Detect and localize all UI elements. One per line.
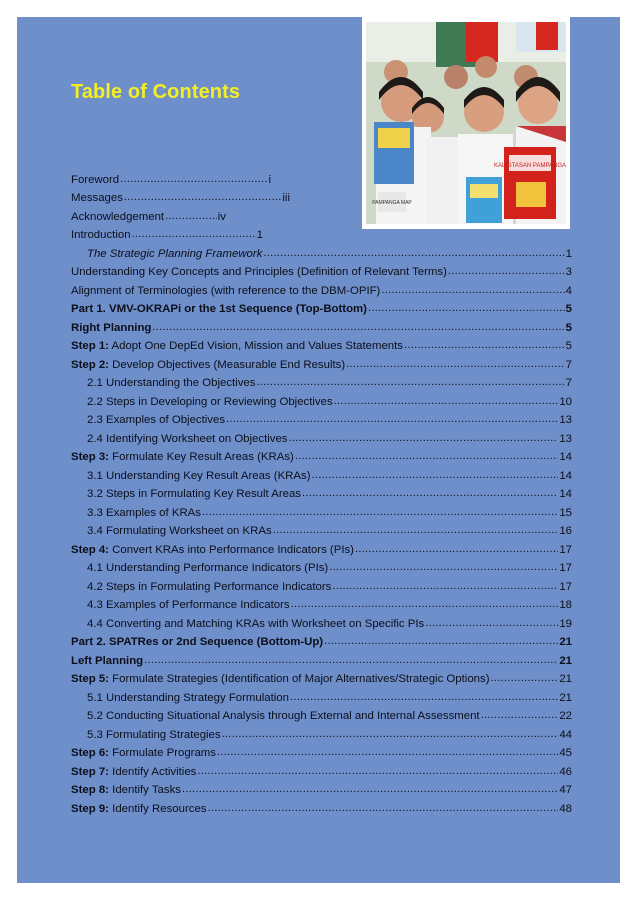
toc-leader-dots <box>131 228 256 241</box>
toc-entry-label <box>71 544 354 556</box>
toc-entry[interactable] <box>71 241 572 260</box>
toc-entry-text: Convert KRAs into Performance Indicators (PIs) <box>112 543 354 556</box>
toc-entry-label <box>87 507 201 519</box>
toc-entry-label <box>87 581 331 593</box>
toc-entry-text: 3.1 Understanding Key Result Areas (KRAs) <box>87 469 311 482</box>
toc-entry-label <box>87 729 221 741</box>
toc-leader-dots <box>207 802 559 815</box>
toc-leader-dots <box>367 302 565 315</box>
toc-entry[interactable] <box>71 537 572 556</box>
toc-entry[interactable] <box>71 796 572 815</box>
toc-entry-text: 3.3 Examples of KRAs <box>87 506 201 519</box>
toc-leader-dots <box>354 543 558 556</box>
toc-page-number: 10 <box>559 395 572 408</box>
toc-leader-dots <box>331 580 558 593</box>
toc-entry-text: Part 1. VMV-OKRAPi or the 1st Sequence (Top-Bottom) <box>71 303 367 315</box>
toc-page-number: 47 <box>559 784 572 796</box>
toc-page-number: 14 <box>559 488 572 500</box>
toc-step-number: Step 4: <box>71 543 109 556</box>
toc-leader-dots <box>294 450 558 463</box>
toc-page-number: 15 <box>559 506 572 519</box>
toc-step-number: Step 8: <box>71 784 109 796</box>
toc-entry-label <box>71 655 143 667</box>
toc-leader-dots <box>196 765 558 778</box>
toc-entry[interactable] <box>71 722 572 741</box>
toc-entry-text: Formulate Programs <box>112 747 216 759</box>
toc-entry[interactable] <box>71 315 572 334</box>
toc-page-number: 21 <box>559 691 572 704</box>
toc-page-number: 5 <box>565 321 572 334</box>
toc-leader-dots <box>489 672 558 685</box>
toc-page-number: 16 <box>559 525 572 537</box>
toc-leader-dots <box>221 728 559 741</box>
toc-entry[interactable] <box>71 667 572 686</box>
toc-page-number: 17 <box>559 562 572 574</box>
toc-entry[interactable] <box>71 611 572 630</box>
toc-entry[interactable] <box>71 759 572 778</box>
toc-leader-dots <box>119 173 267 186</box>
toc-entry[interactable] <box>71 278 572 297</box>
toc-page-number: 5 <box>565 303 572 315</box>
toc-entry-label <box>71 174 119 186</box>
document-page <box>17 17 620 883</box>
toc-entry-label <box>71 673 489 685</box>
toc-entry-label <box>71 322 151 334</box>
toc-leader-dots <box>290 598 559 611</box>
toc-page-number: 1 <box>256 229 263 241</box>
toc-entry-label <box>87 488 301 500</box>
toc-entry-text: Left Planning <box>71 654 144 667</box>
toc-entry[interactable] <box>71 389 572 408</box>
toc-step-number: Step 3: <box>71 451 109 463</box>
toc-page-number: 17 <box>559 543 572 556</box>
toc-leader-dots <box>164 210 217 223</box>
toc-entry-label <box>71 636 323 648</box>
toc-entry-text: Adopt One DepEd Vision, Mission and Values Statements <box>111 340 404 352</box>
toc-page-number: iii <box>282 192 290 204</box>
toc-entry-label <box>87 377 255 389</box>
toc-entry-text: Right Planning <box>71 321 152 334</box>
toc-entry[interactable] <box>71 167 271 186</box>
toc-leader-dots <box>272 524 559 537</box>
toc-leader-dots <box>333 395 559 408</box>
toc-entry[interactable] <box>71 297 572 316</box>
toc-leader-dots <box>289 691 558 704</box>
toc-page-number: 14 <box>559 451 572 463</box>
toc-step-number: Step 2: <box>71 358 109 371</box>
toc-entry-label <box>71 192 123 204</box>
toc-page-number: 5 <box>565 340 572 352</box>
toc-leader-dots <box>123 191 281 204</box>
toc-entry[interactable] <box>71 482 572 501</box>
toc-page-number: 1 <box>565 247 572 260</box>
toc-leader-dots <box>424 617 558 630</box>
toc-page-number: 22 <box>559 710 572 722</box>
toc-leader-dots <box>288 432 559 445</box>
toc-entry-text: Understanding Key Concepts and Principles (Definition of Relevant Terms) <box>71 266 447 278</box>
toc-entry-label <box>87 470 311 482</box>
toc-leader-dots <box>447 265 565 278</box>
toc-entry-label <box>71 303 367 315</box>
toc-page-number: 7 <box>565 377 572 389</box>
toc-leader-dots <box>380 284 564 297</box>
toc-entry-label <box>87 433 288 445</box>
toc-entry-text: Introduction <box>71 229 131 241</box>
toc-entry-label <box>71 266 447 278</box>
toc-entry[interactable] <box>71 223 263 242</box>
toc-step-number: Step 5: <box>71 673 109 685</box>
toc-entry-text: Messages <box>71 192 123 204</box>
toc-page-number: 13 <box>559 432 572 445</box>
toc-entry-text: 3.4 Formulating Worksheet on KRAs <box>87 525 272 537</box>
toc-entry[interactable] <box>71 556 572 575</box>
toc-entry-text: Acknowledgement <box>71 210 165 223</box>
toc-entry-label <box>71 359 345 371</box>
toc-page-number: 17 <box>559 580 572 593</box>
toc-entry[interactable] <box>71 204 226 223</box>
toc-leader-dots <box>323 635 558 648</box>
toc-entry-text: Formulate Strategies (Identification of Major Alternatives/Strategic Options) <box>112 673 490 685</box>
toc-entry-label <box>71 211 164 223</box>
toc-entry-text: Formulate Key Result Areas (KRAs) <box>112 451 294 463</box>
toc-entry-text: Part 2. SPATRes or 2nd Sequence (Bottom-Up) <box>71 636 324 648</box>
toc-page-number: 19 <box>559 617 572 630</box>
toc-entry[interactable] <box>71 741 572 760</box>
toc-entry-text: 2.1 Understanding the Objectives <box>87 377 256 389</box>
toc-entry-label <box>87 525 272 537</box>
toc-entry-label <box>71 285 380 297</box>
toc-entry-label <box>87 248 262 260</box>
toc-page-number: 18 <box>559 599 572 611</box>
toc-entry[interactable] <box>71 778 572 797</box>
toc-page-number: iv <box>217 210 226 223</box>
toc-entry[interactable] <box>71 445 572 464</box>
toc-entry[interactable] <box>71 463 572 482</box>
toc-leader-dots <box>255 376 564 389</box>
toc-entry-text: 5.1 Understanding Strategy Formulation <box>87 691 289 704</box>
toc-entry[interactable] <box>71 408 572 427</box>
toc-entry-text: 4.2 Steps in Formulating Performance Indicators <box>87 580 332 593</box>
toc-leader-dots <box>311 469 559 482</box>
toc-page-number: 3 <box>565 266 572 278</box>
toc-leader-dots <box>151 321 564 334</box>
toc-entry-label <box>71 229 131 241</box>
toc-entry[interactable] <box>71 574 572 593</box>
toc-entry-text: The Strategic Planning Framework <box>87 247 263 260</box>
toc-leader-dots <box>328 561 558 574</box>
toc-entry[interactable] <box>71 685 572 704</box>
toc-entry[interactable] <box>71 648 572 667</box>
toc-entry-text: 2.4 Identifying Worksheet on Objectives <box>87 432 288 445</box>
book-title-text: KALIGTASAN PAMPANGA <box>493 163 566 169</box>
toc-page-number: 21 <box>559 673 572 685</box>
toc-page-number: 14 <box>559 469 572 482</box>
toc-entry-label <box>87 414 225 426</box>
toc-entry-label <box>87 562 328 574</box>
toc-leader-dots <box>262 247 564 260</box>
toc-entry[interactable] <box>71 500 572 519</box>
toc-entry[interactable] <box>71 186 290 205</box>
toc-page-number: 4 <box>565 284 572 297</box>
toc-page-number: 21 <box>559 654 572 667</box>
toc-entry[interactable] <box>71 593 572 612</box>
toc-entry-text: Identify Resources <box>112 802 207 815</box>
toc-entry[interactable] <box>71 519 572 538</box>
toc-entry-text: Identify Activities <box>112 765 197 778</box>
table-of-contents <box>71 167 572 815</box>
toc-entry-label <box>87 692 289 704</box>
toc-entry-label <box>71 766 196 778</box>
toc-page-number: 13 <box>559 414 572 426</box>
toc-leader-dots <box>345 358 565 371</box>
book-small-text: PAMPANGA MAP <box>372 200 412 206</box>
toc-entry[interactable] <box>71 704 572 723</box>
toc-entry[interactable] <box>71 630 572 649</box>
page-title: Table of Contents <box>71 81 241 103</box>
toc-entry[interactable] <box>71 426 572 445</box>
toc-entry-label <box>71 747 216 759</box>
toc-page-number: 7 <box>565 358 572 371</box>
toc-entry-label <box>71 340 403 352</box>
toc-entry-text: 4.4 Converting and Matching KRAs with Worksheet on Specific PIs <box>87 617 425 630</box>
toc-page-number: 48 <box>559 802 572 815</box>
toc-entry[interactable] <box>71 371 572 390</box>
toc-page-number: 21 <box>559 636 572 648</box>
toc-entry-label <box>87 710 480 722</box>
toc-entry-text: 5.2 Conducting Situational Analysis through External and Internal Assessment <box>87 710 480 722</box>
toc-leader-dots <box>216 746 558 759</box>
toc-leader-dots <box>301 487 558 500</box>
toc-entry-text: 5.3 Formulating Strategies <box>87 728 221 741</box>
toc-entry-text: Alignment of Terminologies (with reference to the DBM-OPIF) <box>71 284 381 297</box>
toc-entry-label <box>71 803 207 815</box>
toc-page-number: 44 <box>559 728 572 741</box>
toc-entry-label <box>87 618 424 630</box>
toc-page-number: 46 <box>559 765 572 778</box>
toc-leader-dots <box>201 506 558 519</box>
toc-step-number: Step 6: <box>71 747 109 759</box>
toc-leader-dots <box>143 654 558 667</box>
toc-entry-text: Foreword <box>71 173 120 186</box>
toc-entry-text: Develop Objectives (Measurable End Results) <box>112 358 346 371</box>
toc-step-number: Step 9: <box>71 802 109 815</box>
toc-entry-text: 4.3 Examples of Performance Indicators <box>87 599 290 611</box>
toc-entry[interactable] <box>71 260 572 279</box>
toc-entry-text: 3.2 Steps in Formulating Key Result Areas <box>87 488 301 500</box>
toc-entry[interactable] <box>71 352 572 371</box>
toc-leader-dots <box>181 783 558 796</box>
toc-step-number: Step 7: <box>71 765 109 778</box>
toc-page-number: 45 <box>559 747 572 759</box>
toc-entry-text: 4.1 Understanding Performance Indicators (PIs) <box>87 562 329 574</box>
toc-step-number: Step 1: <box>71 340 109 352</box>
toc-entry-text: Identify Tasks <box>112 784 181 796</box>
toc-entry-label <box>87 396 333 408</box>
toc-entry-text: 2.2 Steps in Developing or Reviewing Objectives <box>87 395 333 408</box>
toc-page-number: i <box>268 173 271 186</box>
toc-leader-dots <box>480 709 559 722</box>
toc-entry-text: 2.3 Examples of Objectives <box>87 414 226 426</box>
toc-leader-dots <box>225 413 558 426</box>
toc-leader-dots <box>403 339 565 352</box>
toc-entry-label <box>71 784 181 796</box>
toc-entry-label <box>87 599 290 611</box>
toc-entry[interactable] <box>71 334 572 353</box>
toc-entry-label <box>71 451 294 463</box>
